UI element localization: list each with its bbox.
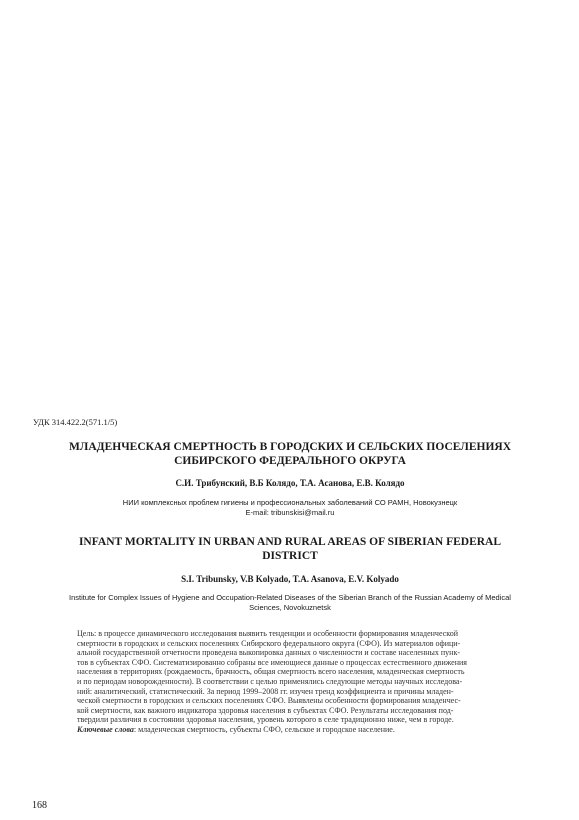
affiliation-ru: [40, 498, 540, 518]
affiliation-ru-institute: НИИ комплексных проблем гигиены и профессиональных заболеваний СО РАМН, Новокузнецк: [122, 498, 458, 507]
keywords-text: : младенческая смертность, субъекты СФО, сельское и городское население.: [133, 724, 395, 734]
page-number: 168: [32, 800, 47, 811]
abstract: [77, 629, 503, 735]
abstract-line: альной государственной отчетности проведена выкопировка данных о численности и составе населенных пунк-: [77, 648, 460, 658]
abstract-line: смертности в городских и сельских поселениях Сибирского федерального округа (СФО). Из материалов офици-: [77, 638, 461, 648]
authors-en: S.I. Tribunsky, V.B Kolyado, T.A. Asanova, E.V. Kolyado: [181, 574, 399, 584]
affiliation-ru-email: E-mail: tribunskisi@mail.ru: [245, 508, 335, 517]
abstract-line: твердили различия в состоянии здоровья населения, уровень которого в селе традиционно ниже, чем в городе.: [77, 715, 454, 725]
abstract-line: Цель: в процессе динамического исследования выявить тенденции и особенности формирования младенческой: [77, 629, 459, 638]
affiliation-en-line: Sciences, Novokuznetsk: [249, 603, 331, 612]
keywords: [77, 725, 503, 735]
abstract-line: и по периодам новорожденности). В соответствии с целью применялись следующие методы научных исследова-: [77, 676, 463, 686]
abstract-line: населения в территориях (рождаемость, брачность, общая смертность всего населения, младенческая смертность: [77, 667, 465, 677]
title-ru-line: СИБИРСКОГО ФЕДЕРАЛЬНОГО ОКРУГА: [174, 455, 406, 467]
article-title-ru: [40, 440, 540, 468]
abstract-line: тов в субъектах СФО. Систематизированно собраны все имеющиеся данные о процессах естественного движения: [77, 657, 467, 667]
affiliation-en-line: Institute for Complex Issues of Hygiene and Occupation-Related Diseases of the Siberian Branch of the Russian Academy of Medical: [69, 593, 511, 602]
title-ru-line: МЛАДЕНЧЕСКАЯ СМЕРТНОСТЬ В ГОРОДСКИХ И СЕЛЬСКИХ ПОСЕЛЕНИЯХ: [68, 441, 512, 453]
affiliation-en: [40, 593, 540, 613]
article-title-en: [40, 535, 540, 563]
abstract-line: ний: аналитический, статистический. За период 1999–2008 гг. изучен тренд коэффициента и причины младен-: [77, 686, 454, 696]
title-en-line: INFANT MORTALITY IN URBAN AND RURAL AREAS OF SIBERIAN FEDERAL: [78, 536, 502, 548]
keywords-label: Ключевые слова: [77, 724, 134, 734]
title-en-line: DISTRICT: [262, 550, 318, 562]
udk-code: УДК 314.422.2(571.1/5): [33, 417, 118, 427]
authors-ru: С.И. Трибунский, В.Б Колядо, Т.А. Асанова, Е.В. Колядо: [175, 478, 405, 488]
abstract-line: ческой смертности в городских и сельских поселениях СФО. Выявлены особенности формирования младенчес-: [77, 696, 461, 706]
abstract-line: кой смертности, как важного индикатора здоровья населения в субъектах СФО. Результаты исследования под-: [77, 705, 454, 715]
